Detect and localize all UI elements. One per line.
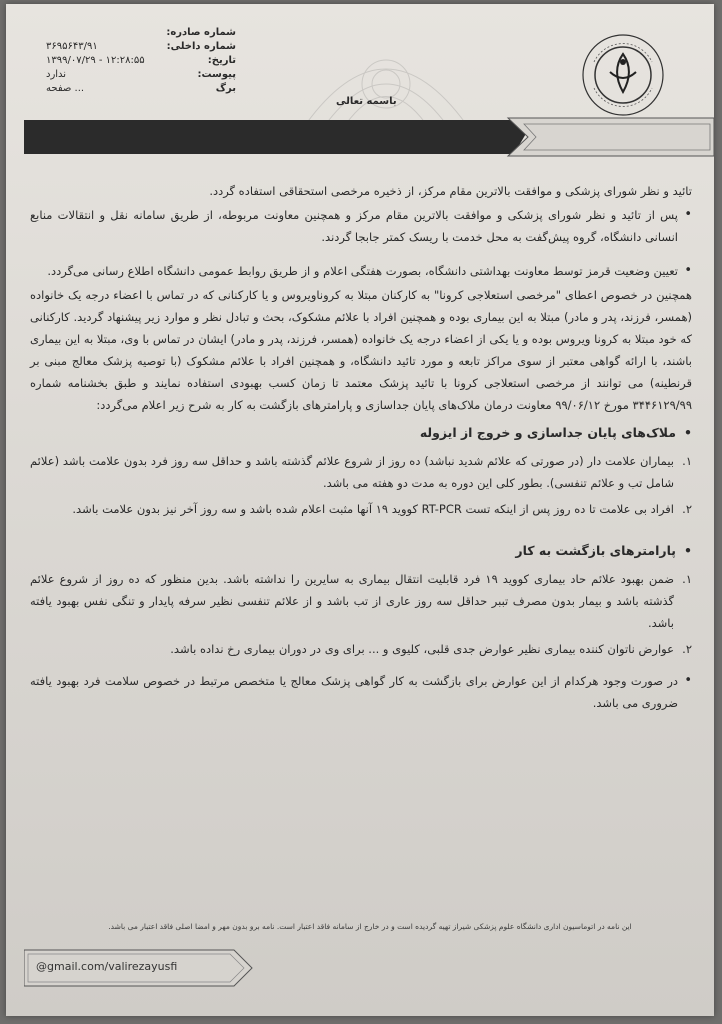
footer-note: این نامه در اتوماسیون اداری دانشگاه علوم پزشکی شیراز تهیه گردیده است و در خارج از سامانه فاقد اعتبار است. نامه برو بدون مهر و امضا اصلی فاقد اعتبار می باشد. xyxy=(108,922,632,931)
numbered-item xyxy=(30,568,692,634)
item-number: ۱. xyxy=(682,454,692,468)
item-number: ۲. xyxy=(682,642,692,656)
meta-row xyxy=(46,82,236,96)
document-page xyxy=(6,4,714,1016)
bullet-paragraph: • تعیین وضعیت قرمز توسط معاونت بهداشتی دانشگاه، بصورت هفتگی اعلام و از طریق روابط عمومی دانشگاه اطلاع رسانی می‌گردد. xyxy=(30,260,692,282)
ornament-watermark xyxy=(296,34,476,124)
meta-row xyxy=(46,40,236,54)
paragraph: تائید و نظر شورای پزشکی و موافقت بالاترین مقام مرکز، از ذخیره مرخصی استحقاقی استفاده گردد. xyxy=(209,184,692,198)
paragraph: همچنین در خصوص اعطای "مرخصی استعلاجی کرونا" به کارکنان مبتلا به کروناویروس و یا کارکنانی که در تماس با اعضاء درجه یک خانواده (همسر، فرزند، پدر و مادر) مبتلا به این بیماری بوده و همچنین افراد با علائم مشکوک، بحث و تبادل نظر و موارد زیر پیشنهاد گردید. کارکنانی که خود مبتلا به کرونا ویروس بوده و یا یکی از اعضاء درجه یک خانواده (همسر، فرزند، پدر و مادر) ایشان در تماس با وی، مبتلا به این بیماری باشند، با ارائه گواهی معتبر از سوی مراکز تابعه و مورد تائید دانشگاه، و همچنین افراد با علائم مشکوک (با توصیه پزشک معالج مبنی بر قرنطینه) می توانند از مرخصی استعلاجی کرونا با تائید پزشک معتمد تا زمان کسب بهبودی استفاده نمایند و طبق بخشنامه شماره ۳۴۴۶۱۲۹/۹۹ مورخ ۹۹/۰۶/۱۲ معاونت درمان ملاک‌های پایان جداسازی و پارامترهای بازگشت به کار به شرح زیر اعلام می‌گردد: xyxy=(30,288,692,412)
meta-key: پیوست: xyxy=(197,69,236,80)
item-number: ۱. xyxy=(682,572,692,586)
bullet-paragraph: • در صورت وجود هرکدام از این عوارض برای بازگشت به کار گواهی پزشک معالج یا متخصص مرتبط در خصوص سلامت فرد بهبود یافته ضروری می باشد. xyxy=(30,670,692,714)
meta-key: تاریخ: xyxy=(207,55,236,66)
item-text: افراد بی علامت تا ده روز پس از اینکه تست RT-PCR کووید ۱۹ آنها مثبت اعلام شده باشد و سه روز آخر نیز بدون علامت باشد. xyxy=(72,502,674,516)
university-logo xyxy=(580,32,666,118)
section-heading: • پارامترهای بازگشت به کار xyxy=(30,540,692,562)
meta-row xyxy=(46,54,236,68)
meta-value: ۳۶۹۵۶۴۳/۹۱ xyxy=(46,41,98,52)
item-text: بیماران علامت دار (در صورتی که علائم شدید نباشد) ده روز از شروع علائم گذشته باشد و حداقل سه روز فرد بدون علامت باشد (علائم شامل تب و علائم تنفسی). بطور کلی این دوره به مدت دو هفته می باشد. xyxy=(30,454,674,490)
basmala: باسمه تعالی xyxy=(336,96,397,107)
meta-row xyxy=(46,68,236,82)
meta-value: ۱۳۹۹/۰۷/۲۹ - ۱۲:۲۸:۵۵ xyxy=(46,55,145,66)
letter-body xyxy=(30,180,692,716)
letter-meta xyxy=(46,26,236,96)
meta-value: صفحه ... xyxy=(46,83,85,94)
meta-value: ندارد xyxy=(46,69,67,80)
header-banner xyxy=(24,114,714,160)
numbered-item xyxy=(30,498,692,520)
item-text: عوارض ناتوان کننده بیماری نظیر عوارض جدی قلبی، کلیوی و ... برای وی در دوران بیماری رخ نداده باشد. xyxy=(170,642,674,656)
section-heading: • ملاک‌های پایان جداسازی و خروج از ایزوله xyxy=(30,422,692,444)
meta-key: شماره صادره: xyxy=(166,27,236,38)
meta-row xyxy=(46,26,236,40)
meta-key: برگ xyxy=(215,83,236,94)
footer-email: @gmail.com/valirezayusfi xyxy=(36,960,178,973)
numbered-item xyxy=(30,638,692,660)
numbered-item xyxy=(30,450,692,494)
meta-key: شماره داخلی: xyxy=(166,41,236,52)
item-text: ضمن بهبود علائم حاد بیماری کووید ۱۹ فرد قابلیت انتقال بیماری به سایرین را نداشته باشد. بدین منظور که ده روز از شروع علائم گذشته باشد و بیمار بدون مصرف تببر حداقل سه روز عاری از تب باشد و از علائم تنفسی نظیر سرفه پایدار و تنگی نفس بهبود یافته باشد. xyxy=(30,572,675,630)
item-number: ۲. xyxy=(682,502,692,516)
bullet-paragraph: • پس از تائید و نظر شورای پزشکی و موافقت بالاترین مقام مرکز و همچنین معاونت مربوطه، از طریق سامانه نقل و انتقالات منابع انسانی دانشگاه، گروه پیش‌گفت به محل خدمت با ریسک کمتر جابجا گردند. xyxy=(30,204,692,248)
